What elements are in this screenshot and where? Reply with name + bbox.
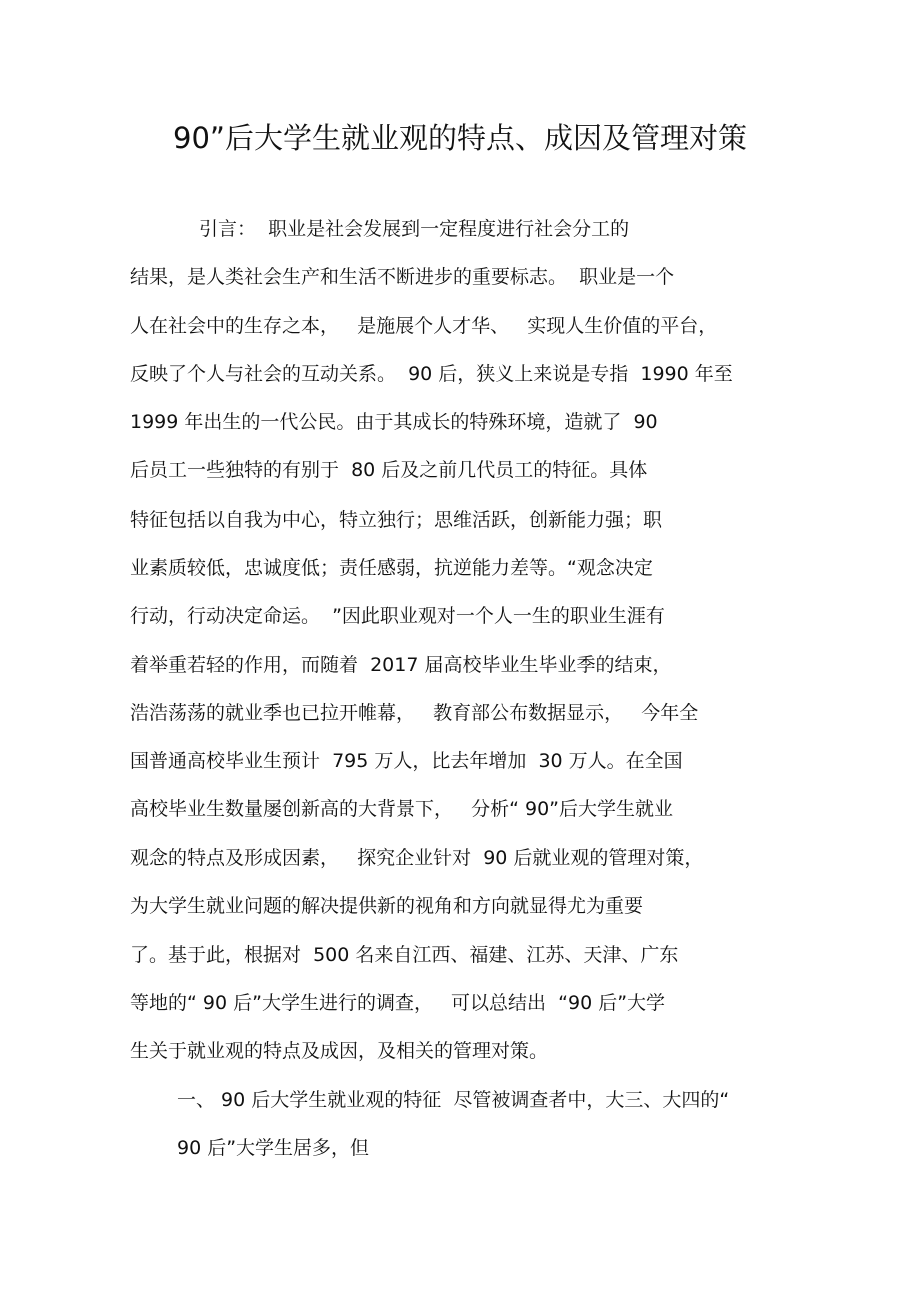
intro-line-5: 1999 年出生的一代公民。由于其成长的特殊环境，造就了 90 xyxy=(130,411,658,433)
intro-line-1: 引言： 职业是社会发展到一定程度进行社会分工的 xyxy=(199,218,630,240)
section-heading-line: 一、 90 后大学生就业观的特征 尽管被调查者中，大三、大四的“ xyxy=(177,1089,730,1111)
intro-line-6: 后员工一些独特的有别于 80 后及之前几代员工的特征。具体 xyxy=(130,459,648,481)
intro-line-11: 浩浩荡荡的就业季也已拉开帷幕， 教育部公布数据显示， 今年全 xyxy=(130,702,699,724)
intro-line-18: 生关于就业观的特点及成因，及相关的管理对策。 xyxy=(130,1040,549,1062)
intro-line-7: 特征包括以自我为中心，特立独行；思维活跃，创新能力强；职 xyxy=(130,509,663,531)
intro-line-17: 等地的“ 90 后”大学生进行的调查， 可以总结出 “90 后”大学 xyxy=(130,992,666,1014)
intro-line-12: 国普通高校毕业生预计 795 万人，比去年增加 30 万人。在全国 xyxy=(130,750,683,772)
intro-line-2: 结果，是人类社会生产和生活不断进步的重要标志。 职业是一个 xyxy=(130,266,675,288)
intro-line-15: 为大学生就业问题的解决提供新的视角和方向就显得尤为重要 xyxy=(130,895,644,917)
intro-line-14: 观念的特点及形成因素， 探究企业针对 90 后就业观的管理对策， xyxy=(130,847,704,869)
intro-line-4: 反映了个人与社会的互动关系。 90 后，狭义上来说是专指 1990 年至 xyxy=(130,363,733,385)
intro-line-16: 了。基于此，根据对 500 名来自江西、福建、江苏、天津、广东 xyxy=(130,944,679,966)
intro-line-3: 人在社会中的生存之本， 是施展个人才华、 实现人生价值的平台， xyxy=(130,315,718,337)
intro-line-13: 高校毕业生数量屡创新高的大背景下， 分析“ 90”后大学生就业 xyxy=(130,798,674,820)
section-body-line: 90 后”大学生居多，但 xyxy=(177,1137,370,1159)
intro-line-9: 行动，行动决定命运。 ”因此职业观对一个人一生的职业生涯有 xyxy=(130,605,665,627)
document-title: 90”后大学生就业观的特点、成因及管理对策 xyxy=(173,121,747,155)
intro-line-10: 着举重若轻的作用，而随着 2017 届高校毕业生毕业季的结束， xyxy=(130,654,672,676)
intro-line-8: 业素质较低，忠诚度低；责任感弱，抗逆能力差等。“观念决定 xyxy=(130,557,653,579)
